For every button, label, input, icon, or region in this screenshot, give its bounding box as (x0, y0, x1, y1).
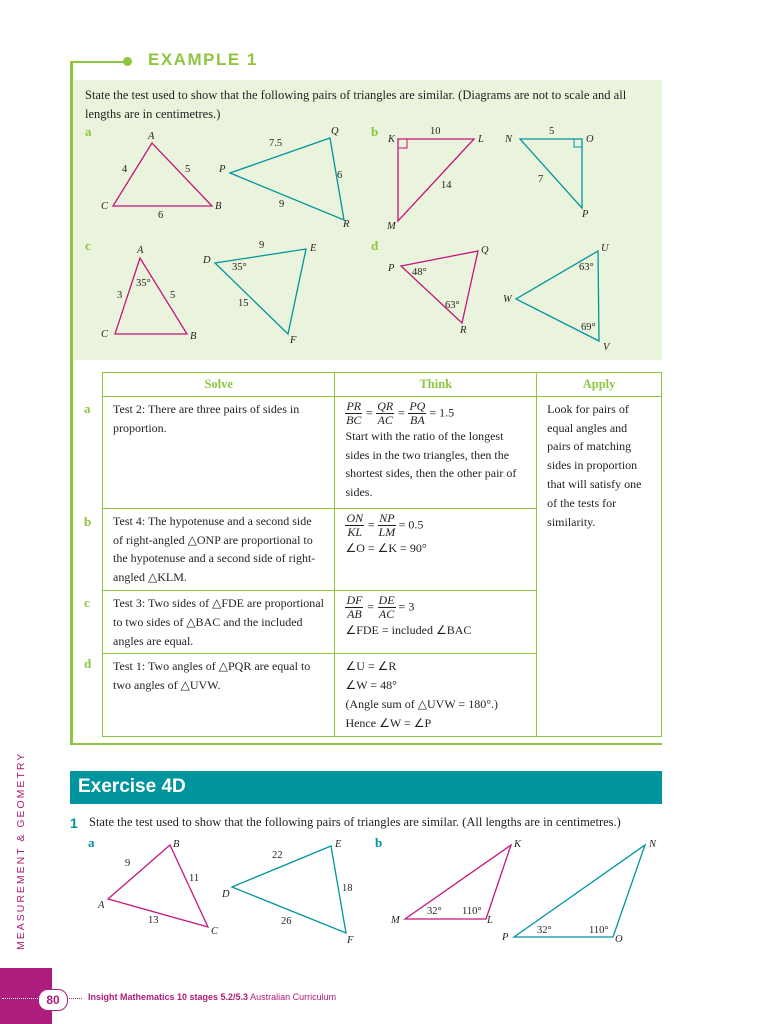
side-length: 7 (538, 174, 544, 185)
frac-num: QR (377, 398, 394, 413)
angle-label: 69° (581, 322, 596, 333)
section-side-label: MEASUREMENT & GEOMETRY (15, 751, 27, 950)
vertex-W: W (503, 294, 512, 305)
side-length: 15 (238, 298, 249, 309)
label-b: b (375, 835, 383, 850)
think-line: (Angle sum of △UVW = 180°.) (345, 696, 498, 711)
row-label-a: a (84, 401, 91, 416)
vertex-F: F (347, 935, 354, 946)
vertex-D: D (203, 255, 211, 266)
vertex-B: B (215, 201, 222, 212)
side-length: 9 (279, 199, 285, 210)
vertex-O: O (586, 134, 594, 145)
vertex-O: O (615, 934, 623, 945)
angle-label: 48° (412, 267, 427, 278)
vertex-A: A (148, 131, 155, 142)
vertex-C: C (211, 926, 219, 937)
vertex-N: N (505, 134, 513, 145)
side-length: 10 (430, 126, 441, 137)
frac-num: NP (379, 510, 395, 525)
solve-c: Test 3: Two sides of △FDE are proportional to two sides of △BAC and the included angles are equal. (103, 590, 335, 653)
frac-num: PR (346, 398, 362, 413)
vertex-D: D (222, 889, 230, 900)
question-text: State the test used to show that the following pairs of triangles are similar. (All lengths are in centimetres.) (89, 815, 621, 829)
frac-num: DF (346, 592, 363, 607)
frac-den: BA (409, 412, 425, 427)
frac-den: AC (377, 412, 393, 427)
think-line: ∠W = 48° (345, 678, 397, 693)
think-text: ∠FDE = included ∠BAC (345, 622, 472, 637)
triangle-def-c (215, 249, 306, 334)
label-a: a (85, 124, 92, 139)
angle-label: 110° (462, 906, 482, 917)
example-diagrams (0, 0, 768, 370)
frac-num: DE (378, 592, 395, 607)
side-length: 6 (158, 210, 164, 221)
angle-label: 35° (232, 262, 247, 273)
vertex-P: P (582, 209, 589, 220)
frac-den: BC (346, 412, 362, 427)
example-bottom-rule (70, 743, 662, 745)
side-length: 6 (337, 170, 343, 181)
vertex-L: L (487, 915, 493, 926)
vertex-R: R (343, 219, 350, 230)
side-length: 4 (122, 164, 128, 175)
question-number: 1 (70, 815, 78, 831)
think-line: ∠U = ∠R (345, 659, 397, 674)
row-label-c: c (84, 595, 90, 610)
triangle-abc-a (113, 143, 212, 206)
side-length: 22 (272, 850, 283, 861)
think-equation: $\frac{ON}{KL}$ = $\frac{NP}{LM}$ = 0.5 (346, 510, 424, 539)
side-length: 9 (125, 858, 131, 869)
frac-den: LM (378, 524, 396, 539)
vertex-V: V (603, 342, 610, 353)
vertex-B: B (173, 839, 180, 850)
triangle-mkl-ex (405, 845, 511, 919)
ratio-result: = 1.5 (429, 405, 455, 420)
label-d: d (371, 238, 379, 253)
row-label-d: d (84, 656, 92, 671)
label-c: c (85, 238, 91, 253)
frac-num: ON (346, 510, 364, 525)
vertex-C: C (101, 329, 109, 340)
side-length: 5 (170, 290, 176, 301)
side-length: 14 (441, 180, 452, 191)
curriculum-label: Australian Curriculum (250, 992, 337, 1002)
vertex-E: E (335, 839, 342, 850)
frac-den: AC (378, 606, 395, 621)
angle-label: 110° (589, 925, 609, 936)
vertex-K: K (388, 134, 396, 145)
angle-label: 32° (427, 906, 442, 917)
vertex-P: P (388, 263, 395, 274)
vertex-M: M (391, 915, 400, 926)
vertex-P: P (502, 932, 509, 943)
dotted-divider (2, 998, 38, 999)
solve-b: Test 4: The hypotenuse and a second side of right-angled △ONP are proportional to the hypotenuse and a second side of right-angled △KLM. (103, 508, 335, 590)
solve-d: Test 1: Two angles of △PQR are equal to two angles of △UVW. (103, 654, 335, 736)
header-solve: Solve (103, 373, 335, 397)
ratio-result: = 0.5 (398, 517, 424, 532)
side-length: 26 (281, 916, 292, 927)
example-title: EXAMPLE 1 (148, 50, 258, 69)
triangle-pno-ex (514, 845, 645, 937)
angle-label: 35° (136, 278, 151, 289)
header-apply: Apply (537, 373, 662, 397)
exercise-title: Exercise 4D (78, 776, 186, 797)
vertex-F: F (290, 335, 297, 346)
book-title: Insight Mathematics 10 stages 5.2/5.3 (88, 992, 249, 1002)
think-c (335, 590, 537, 653)
side-length: 9 (259, 240, 265, 251)
vertex-L: L (478, 134, 484, 145)
think-line: Hence ∠W = ∠P (345, 715, 432, 730)
vertex-R: R (460, 325, 467, 336)
think-a (335, 396, 537, 508)
think-b (335, 508, 537, 590)
solve-a: Test 2: There are three pairs of sides in proportion. (103, 396, 335, 508)
exercise-diagrams (0, 830, 768, 948)
vertex-A: A (98, 900, 105, 911)
vertex-A: A (137, 245, 144, 256)
side-length: 5 (549, 126, 555, 137)
side-length: 7.5 (269, 138, 283, 149)
vertex-Q: Q (481, 245, 489, 256)
ratio-result: = 3 (398, 599, 415, 614)
footer-text (88, 992, 336, 1002)
angle-label: 63° (445, 300, 460, 311)
side-length: 13 (148, 915, 159, 926)
side-length: 5 (185, 164, 191, 175)
vertex-U: U (601, 243, 609, 254)
frac-num: PQ (409, 398, 426, 413)
think-d (335, 654, 537, 736)
dotted-divider (66, 998, 82, 999)
triangle-abc-c (115, 258, 187, 334)
vertex-C: C (101, 201, 109, 212)
label-a: a (88, 835, 95, 850)
vertex-N: N (649, 839, 657, 850)
vertex-B: B (190, 331, 197, 342)
triangle-klm-b (398, 139, 474, 221)
think-equation: $\frac{DF}{AB}$ = $\frac{DE}{AC}$ = 3 (346, 592, 415, 621)
header-think: Think (335, 373, 537, 397)
side-length: 18 (342, 883, 353, 894)
vertex-M: M (387, 221, 396, 232)
vertex-P: P (219, 164, 226, 175)
row-label-b: b (84, 514, 92, 529)
triangle-pqr-a (230, 138, 344, 220)
triangle-pqr-d (401, 251, 478, 323)
side-length: 3 (117, 290, 123, 301)
vertex-E: E (310, 243, 317, 254)
angle-label: 63° (579, 262, 594, 273)
vertex-K: K (514, 839, 522, 850)
vertex-Q: Q (331, 126, 339, 137)
label-b: b (371, 124, 379, 139)
angle-label: 32° (537, 925, 552, 936)
frac-den: AB (347, 606, 362, 621)
apply-text: Look for pairs of equal angles and pairs of matching sides in proportion that will satisfy one of the tests for similarity. (537, 396, 662, 736)
frac-den: KL (347, 524, 363, 539)
solution-table (102, 372, 662, 737)
think-equation: $\frac{PR}{BC}$ = $\frac{QR}{AC}$ = $\frac{PQ}{BA}$ = 1.5 (346, 398, 455, 427)
triangle-nop-b (520, 139, 582, 208)
page-number: 80 (38, 989, 68, 1011)
example-intro: State the test used to show that the following pairs of triangles are similar. (Diagrams are not to scale and all lengths are in centimetres.) (85, 88, 627, 121)
think-text: ∠O = ∠K = 90° (345, 540, 427, 555)
think-text: Start with the ratio of the longest sides in the two triangles, then the shortest sides, then the other pair of sides. (345, 428, 517, 500)
side-length: 11 (189, 873, 200, 884)
